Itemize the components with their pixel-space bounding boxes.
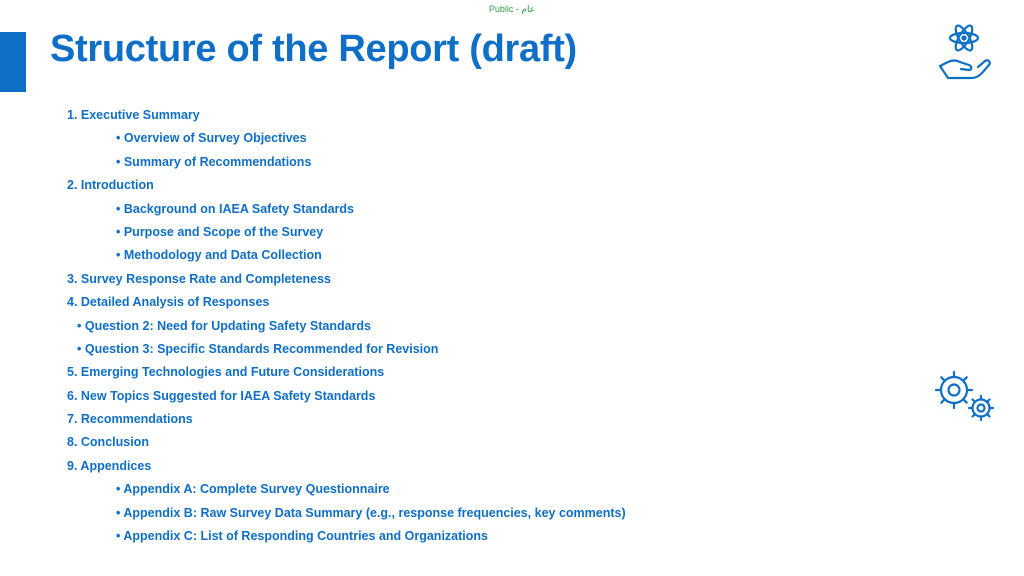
outline-item: 3. Survey Response Rate and Completeness <box>67 271 331 286</box>
title-accent-bar <box>0 32 26 92</box>
outline-item: 7. Recommendations <box>67 412 193 427</box>
outline-item: 5. Emerging Technologies and Future Considerations <box>67 365 385 380</box>
outline-subitem: • Question 3: Specific Standards Recommended for Revision <box>77 341 439 356</box>
outline-item: 8. Conclusion <box>67 435 149 450</box>
outline-item: 2. Introduction <box>67 178 154 193</box>
outline-item: 6. New Topics Suggested for IAEA Safety Standards <box>67 388 376 403</box>
outline-item: 4. Detailed Analysis of Responses <box>67 295 270 310</box>
classification-label: Public - عام <box>488 4 536 14</box>
report-outline <box>67 104 626 548</box>
outline-subitem: • Appendix A: Complete Survey Questionnaire <box>116 482 390 497</box>
outline-subitem: • Methodology and Data Collection <box>116 248 322 263</box>
outline-item: 9. Appendices <box>67 458 152 473</box>
outline-subitem: • Question 2: Need for Updating Safety Standards <box>77 318 372 333</box>
slide-title: Structure of the Report (draft) <box>50 28 577 70</box>
outline-item: 1. Executive Summary <box>67 108 200 122</box>
outline-subitem: • Appendix B: Raw Survey Data Summary (e.g., response frequencies, key comments) <box>116 505 626 520</box>
outline-subitem: • Overview of Survey Objectives <box>116 131 307 146</box>
outline-subitem: • Purpose and Scope of the Survey <box>116 224 324 239</box>
atom-in-hand-icon <box>936 20 994 82</box>
outline-subitem: • Summary of Recommendations <box>116 154 312 169</box>
outline-subitem: • Background on IAEA Safety Standards <box>116 201 354 216</box>
outline-subitem: • Appendix C: List of Responding Countries and Organizations <box>116 529 488 544</box>
gears-icon <box>932 368 998 424</box>
